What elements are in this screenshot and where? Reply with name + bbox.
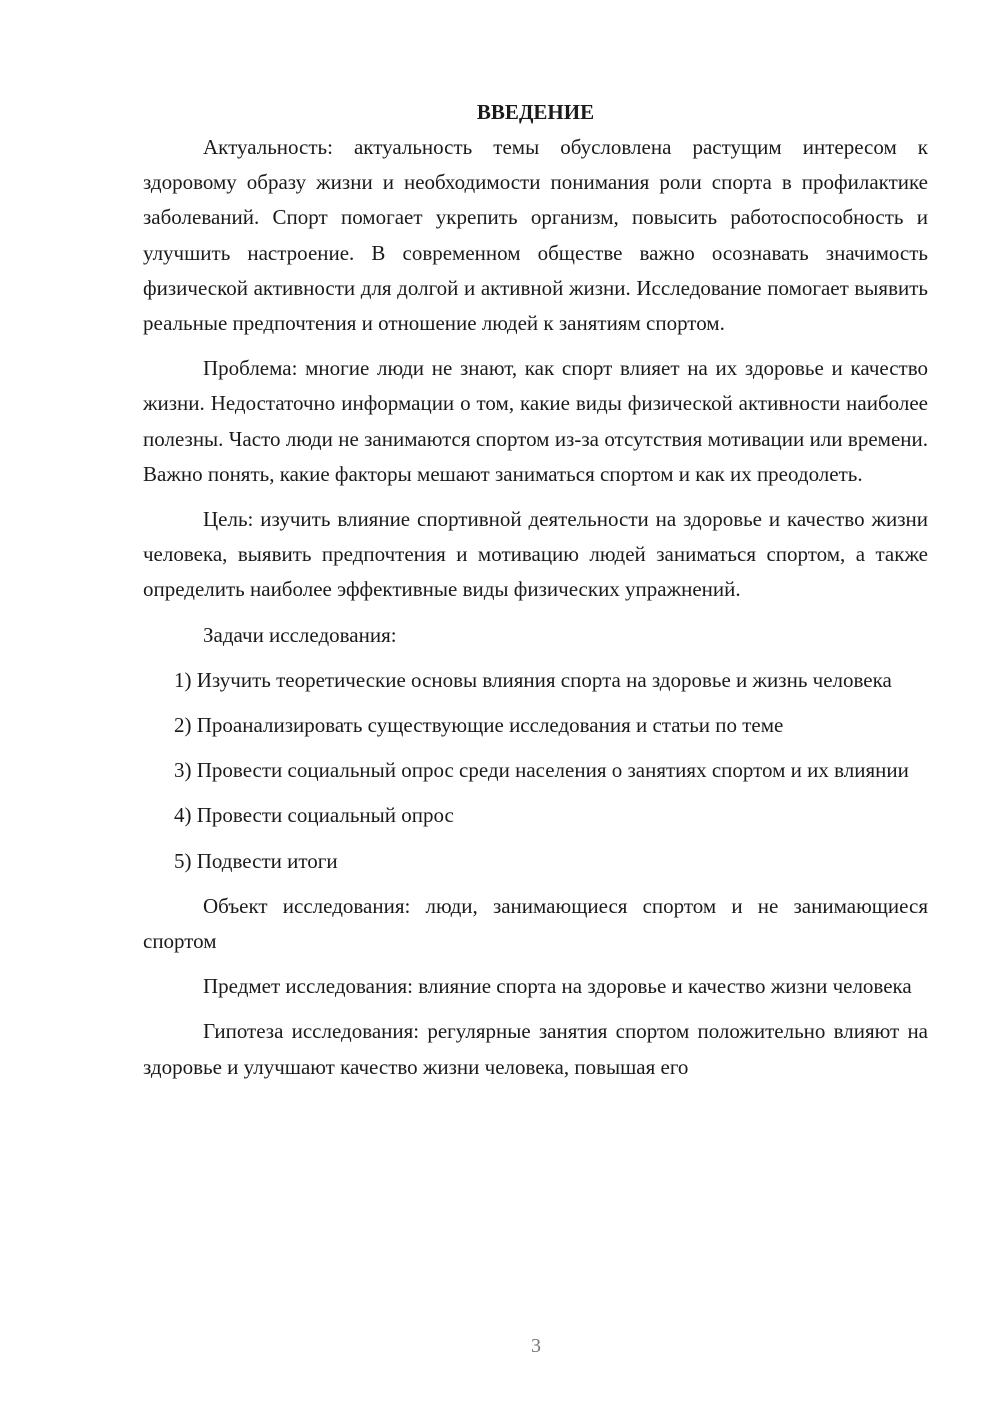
task-item-2: 2) Проанализировать существующие исследования и статьи по теме bbox=[174, 713, 784, 738]
paragraph-problem: Проблема: многие люди не знают, как спорт влияет на их здоровье и качество жизни. Недостаточно информации о том, какие виды физической активности наиболее полезны. Часто люди не занимаются спортом из-за отсутствия мотивации или времени. Важно понять, какие факторы мешают заниматься спортом и как их преодолеть. bbox=[143, 356, 928, 486]
paragraph-hypothesis: Гипотеза исследования: регулярные занятия спортом положительно влияют на здоровье и улучшают качество жизни человека, повышая его bbox=[143, 1019, 928, 1079]
document-page bbox=[143, 95, 928, 1085]
paragraph-goal: Цель: изучить влияние спортивной деятельности на здоровье и качество жизни человека, выявить предпочтения и мотивацию людей заниматься спортом, а также определить наиболее эффективные виды физических упражнений. bbox=[143, 507, 928, 602]
task-item-1: 1) Изучить теоретические основы влияния спорта на здоровье и жизнь человека bbox=[174, 667, 892, 692]
task-item-3: 3) Провести социальный опрос среди населения о занятиях спортом и их влиянии bbox=[174, 758, 909, 783]
paragraph-subject: Предмет исследования: влияние спорта на здоровье и качество жизни человека bbox=[203, 974, 912, 999]
section-title: ВВЕДЕНИЕ bbox=[476, 100, 595, 124]
paragraph-object: Объект исследования: люди, занимающиеся спортом и не занимающиеся спортом bbox=[143, 893, 928, 954]
task-item-4: 4) Провести социальный опрос bbox=[174, 803, 454, 828]
paragraph-tasks-heading: Задачи исследования: bbox=[203, 622, 397, 647]
task-item-5: 5) Подвести итоги bbox=[174, 848, 338, 873]
page-number: 3 bbox=[531, 1335, 541, 1357]
paragraph-relevance: Актуальность: актуальность темы обусловлена растущим интересом к здоровому образу жизни и необходимости понимания роли спорта в профилактике заболеваний. Спорт помогает укрепить организм, повысить работоспособность и улучшить настроение. В современном обществе важно осознавать значимость физической активности для долгой и активной жизни. Исследование помогает выявить реальные предпочтения и отношение людей к занятиям спортом. bbox=[143, 135, 928, 336]
